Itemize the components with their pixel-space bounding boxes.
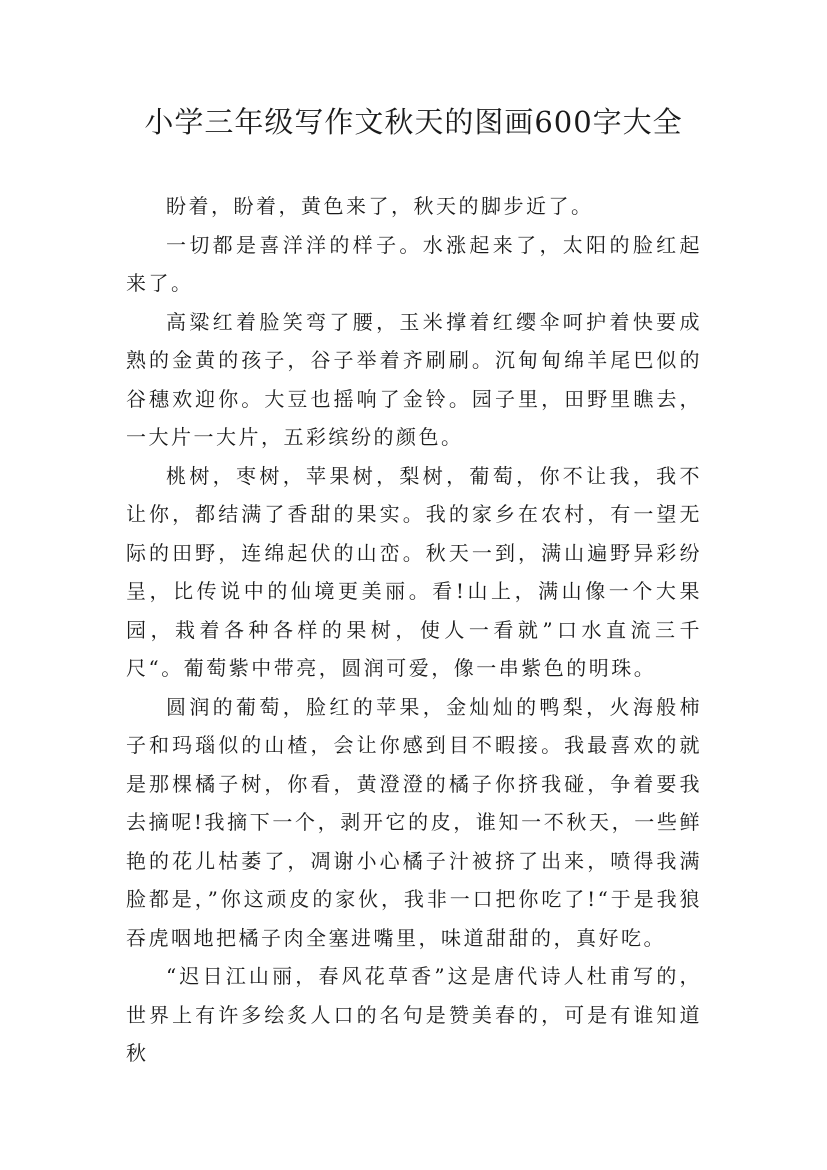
paragraph: 高粱红着脸笑弯了腰，玉米撑着红缨伞呵护着快要成熟的金黄的孩子，谷子举着齐刷刷。沉甸甸绵羊尾巴似的谷穗欢迎你。大豆也摇响了金铃。园子里，田野里瞧去，一大片一大片，五彩缤纷的颜色。 [126,309,702,449]
document-body [126,187,702,1073]
paragraph: 桃树，枣树，苹果树，梨树，葡萄，你不让我，我不让你，都结满了香甜的果实。我的家乡在农村，有一望无际的田野，连绵起伏的山峦。秋天一到，满山遍野异彩纷呈，比传说中的仙境更美丽。看!山上，满山像一个大果园，栽着各种各样的果树，使人一看就”口水直流三千尺“。葡萄紫中带亮，圆润可爱，像一串紫色的明珠。 [126,463,702,680]
document-title: 小学三年级写作文秋天的图画600字大全 [144,105,683,139]
paragraph: 盼着，盼着，黄色来了，秋天的脚步近了。 [166,194,594,218]
paragraph: “迟日江山丽，春风花草香”这是唐代诗人杜甫写的，世界上有许多绘炙人口的名句是赞美春的，可是有谁知道秋 [126,964,702,1065]
paragraph: 圆润的葡萄，脸红的苹果，金灿灿的鸭梨，火海般柿子和玛瑙似的山楂，会让你感到目不暇接。我最喜欢的就是那棵橘子树，你看，黄澄澄的橘子你挤我碰，争着要我去摘呢!我摘下一个，剥开它的皮，谁知一不秋天，一些鲜艳的花儿枯萎了，凋谢小心橘子汁被挤了出来，喷得我满脸都是，”你这顽皮的家伙，我非一口把你吃了!“于是我狼吞虎咽地把橘子肉全塞进嘴里，味道甜甜的，真好吃。 [126,694,702,950]
paragraph: 一切都是喜洋洋的样子。水涨起来了，太阳的脸红起来了。 [126,232,702,295]
